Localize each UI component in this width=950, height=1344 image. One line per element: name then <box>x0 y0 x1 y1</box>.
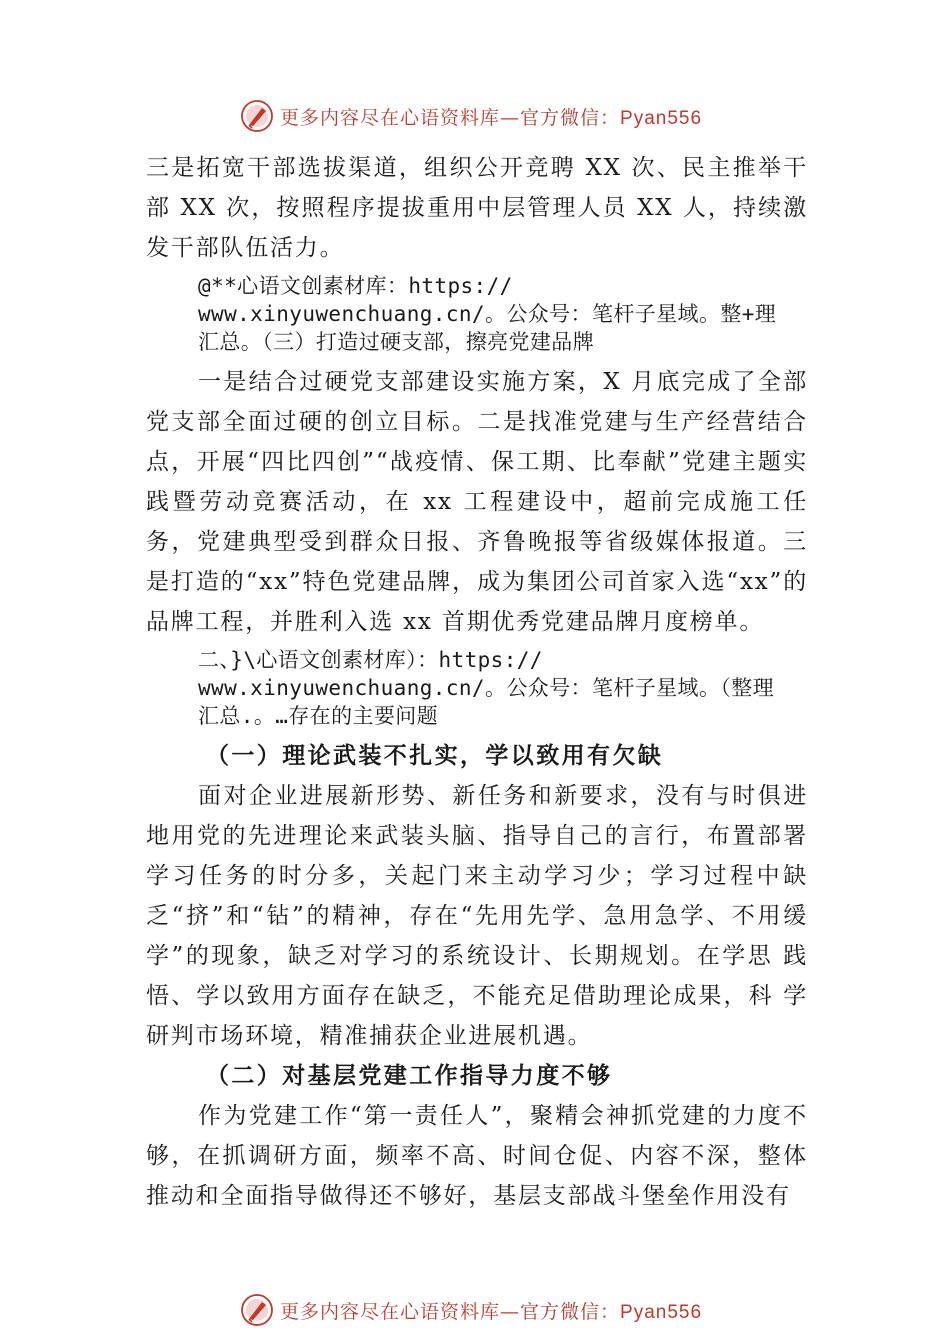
watermark-note-1: @**心语文创素材库：https:// www.xinyuwenchuang.cn/。公众号：笔杆子星域。整+理 汇总。（三）打造过硬支部，擦亮党建品牌 <box>198 274 777 354</box>
paragraph-grassroots-guidance: 作为党建工作“第一责任人”，聚精会神抓党建的力度不够，在抓调研方面，频率不高、时间仓促、内容不深，整体推动和全面指导做得还不够好，基层支部战斗堡垒作用没有 <box>146 1103 808 1209</box>
pen-feather-logo-icon <box>240 1293 274 1327</box>
banner-brand: 更多内容尽在心语资料库 <box>280 106 501 129</box>
top-banner <box>0 96 950 136</box>
section-heading-2: （二）对基层党建工作指导力度不够 <box>206 1062 613 1089</box>
banner-handle: Pyan556 <box>620 1301 703 1323</box>
pen-feather-logo-icon <box>240 99 274 133</box>
banner-wechat-label: 官方微信： <box>520 106 621 129</box>
paragraph-selection-channels: 三是拓宽干部选拔渠道，组织公开竞聘 XX 次、民主推举干部 XX 次，按照程序提拔重用中层管理人员 XX 人，持续激发干部队伍活力。 <box>146 155 808 261</box>
bottom-banner-text <box>280 1297 702 1324</box>
bottom-banner <box>0 1290 950 1330</box>
paragraph-branch-building: 一是结合过硬党支部建设实施方案，X 月底完成了全部党支部全面过硬的创立目标。二是找准党建与生产经营结合点，开展“四比四创”“战疫情、保工期、比奉献”党建主题实践暨劳动竞赛活动，在 xx 工程建设中，超前完成施工任务，党建典型受到群众日报、齐鲁晚报等省级媒体报道。三是打造的“xx”特色党建品牌，成为集团公司首家入选“xx”的品牌工程，并胜利入选 xx 首期优秀党建品牌月度榜单。 <box>146 369 808 635</box>
banner-wechat-label: 官方微信： <box>520 1300 621 1323</box>
top-banner-text <box>280 103 702 130</box>
section-heading-1: （一）理论武装不扎实，学以致用有欠缺 <box>206 742 664 769</box>
banner-brand: 更多内容尽在心语资料库 <box>280 1300 501 1323</box>
banner-dash: — <box>500 106 521 129</box>
bottom-banner-inner <box>240 1290 702 1330</box>
watermark-note-2: 二、}\心语文创素材库）：https:// www.xinyuwenchuang.cn/。公众号：笔杆子星域。（整理 汇总.。…存在的主要问题 <box>198 648 775 728</box>
paragraph-theory-study: 面对企业进展新形势、新任务和新要求，没有与时俱进地用党的先进理论来武装头脑、指导自己的言行，布置部署学习任务的时分多，关起门来主动学习少；学习过程中缺乏“挤”和“钻”的精神，存在“先用先学、急用急学、不用缓学”的现象，缺乏对学习的系统设计、长期规划。在学思 践悟、学以致用方面存在缺乏，不能充足借助理论成果，科 学研判市场环境，精准捕获企业进展机遇。 <box>146 783 808 1049</box>
banner-dash: — <box>500 1300 521 1323</box>
document-body <box>146 148 808 1216</box>
top-banner-inner <box>240 96 702 136</box>
banner-handle: Pyan556 <box>620 107 703 129</box>
